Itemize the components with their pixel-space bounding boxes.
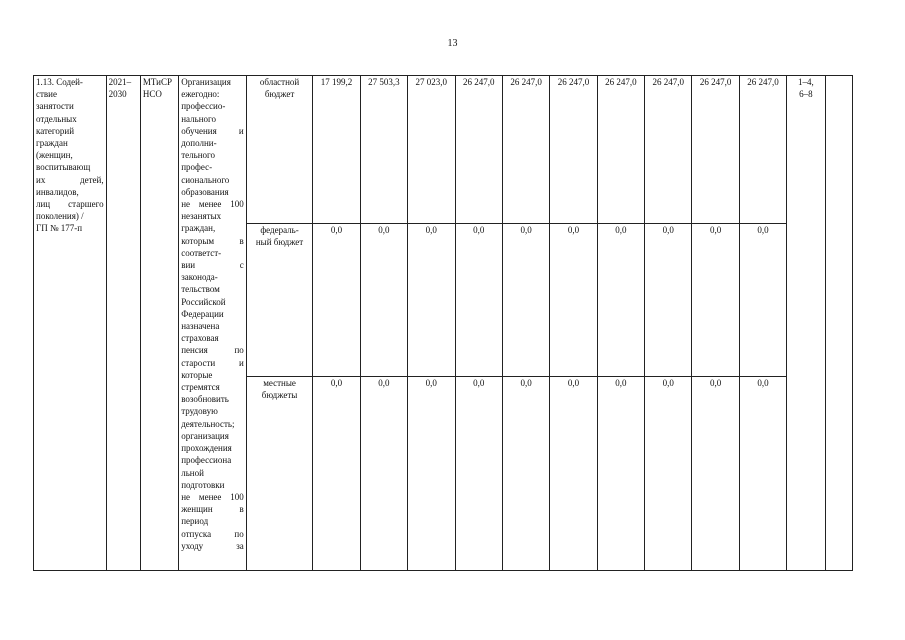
description-line: стремятся xyxy=(181,382,220,393)
description-line: не менее 100 xyxy=(181,199,244,210)
measure-code-line: поколения) / xyxy=(36,211,84,222)
description-line: страховая xyxy=(181,333,219,344)
description-line: граждан, xyxy=(181,223,216,234)
description-line: деятельность; xyxy=(181,418,235,429)
funding-source-line: бюджеты xyxy=(261,390,298,401)
value-cell: 0,0 xyxy=(550,224,597,377)
executor-line: МТиСР xyxy=(142,77,172,87)
funding-source-cell xyxy=(246,224,313,377)
measure-code-line: (женщин, xyxy=(36,150,73,161)
measure-code-line: отдельных xyxy=(36,113,77,124)
description-line: вии с xyxy=(181,260,244,271)
description-line: подготовки xyxy=(181,479,225,490)
description-line: ежегодно: xyxy=(181,89,220,100)
description-line: профессиона xyxy=(181,455,232,466)
measure-code-line: воспитывающ xyxy=(36,162,91,173)
value-cell: 17 199,2 xyxy=(313,76,360,224)
empty-last-cell xyxy=(825,76,852,571)
years-line: 2021– xyxy=(108,77,132,87)
description-line: обучения и xyxy=(181,125,244,136)
measure-code-line: категорий xyxy=(36,125,75,136)
measure-code-line: инвалидов, xyxy=(36,186,79,197)
measure-code-line: граждан xyxy=(36,138,68,149)
description-line: женщин в xyxy=(181,504,244,515)
value-cell: 0,0 xyxy=(692,224,739,377)
indicators-cell xyxy=(787,76,825,571)
value-cell: 0,0 xyxy=(360,377,407,571)
funding-row-regional xyxy=(34,76,853,224)
funding-source-cell xyxy=(246,76,313,224)
value-cell: 0,0 xyxy=(360,224,407,377)
description-line: льной xyxy=(181,467,204,478)
measure-code-line: ствие xyxy=(36,89,57,100)
description-line: организация xyxy=(181,430,229,441)
years-line: 2030 xyxy=(108,89,127,100)
funding-source-cell xyxy=(246,377,313,571)
funding-source-line: областной xyxy=(259,77,300,87)
description-line: уходу за xyxy=(181,540,244,551)
value-cell: 0,0 xyxy=(597,224,644,377)
funding-source-line: бюджет xyxy=(264,89,295,100)
description-line: прохождения xyxy=(181,443,232,454)
description-line: трудовую xyxy=(181,406,218,417)
value-cell: 0,0 xyxy=(408,224,455,377)
description-line: старости и xyxy=(181,357,244,368)
description-line: образования xyxy=(181,186,229,197)
value-cell: 0,0 xyxy=(502,377,549,571)
description-line: законода- xyxy=(181,272,218,283)
description-line: возобновить xyxy=(181,394,229,405)
value-cell: 0,0 xyxy=(455,224,502,377)
description-line: пенсия по xyxy=(181,345,244,356)
description-line: не менее 100 xyxy=(181,491,244,502)
description-line: незанятых xyxy=(181,211,222,222)
measure-code-line: их детей, xyxy=(36,174,104,185)
funding-source-line: ный бюджет xyxy=(255,237,304,248)
value-cell: 0,0 xyxy=(502,224,549,377)
description-line: отпуска по xyxy=(181,528,244,539)
description-line: профес- xyxy=(181,162,213,173)
indicators-line: 6–8 xyxy=(799,89,813,100)
description-line: тельством xyxy=(181,284,220,295)
funding-source-line: местные xyxy=(263,378,296,388)
value-cell: 0,0 xyxy=(455,377,502,571)
value-cell: 0,0 xyxy=(313,377,360,571)
value-cell: 26 247,0 xyxy=(502,76,549,224)
value-cell: 26 247,0 xyxy=(550,76,597,224)
program-table xyxy=(33,75,853,571)
description-line: Федерации xyxy=(181,308,224,319)
description-line: назначена xyxy=(181,321,220,332)
value-cell: 0,0 xyxy=(597,377,644,571)
description-line: период xyxy=(181,516,209,527)
measure-code-line: 1.13. Содей- xyxy=(36,77,83,87)
value-cell: 26 247,0 xyxy=(597,76,644,224)
value-cell: 0,0 xyxy=(550,377,597,571)
page-number: 13 xyxy=(447,38,458,49)
measure-code-cell xyxy=(34,76,107,571)
executor-line: НСО xyxy=(142,89,162,100)
description-line: сионального xyxy=(181,174,230,185)
description-line: которые xyxy=(181,369,213,380)
description-line: нального xyxy=(181,113,216,124)
measure-code-line: ГП № 177-п xyxy=(36,223,83,234)
value-cell: 0,0 xyxy=(645,224,692,377)
description-line: Российской xyxy=(181,296,226,307)
description-line: профессио- xyxy=(181,101,226,112)
value-cell: 0,0 xyxy=(692,377,739,571)
value-cell: 0,0 xyxy=(645,377,692,571)
description-line: соответст- xyxy=(181,247,222,258)
executor-cell xyxy=(140,76,178,571)
value-cell: 27 503,3 xyxy=(360,76,407,224)
value-cell: 26 247,0 xyxy=(645,76,692,224)
value-cell: 0,0 xyxy=(313,224,360,377)
funding-source-line: федераль- xyxy=(260,225,299,235)
indicators-line: 1–4, xyxy=(798,77,814,87)
measure-code-line: занятости xyxy=(36,101,74,112)
value-cell: 27 023,0 xyxy=(408,76,455,224)
value-cell: 0,0 xyxy=(739,224,786,377)
value-cell: 0,0 xyxy=(739,377,786,571)
description-line: дополни- xyxy=(181,138,217,149)
description-line: Организация xyxy=(181,77,231,87)
value-cell: 26 247,0 xyxy=(739,76,786,224)
description-line: тельного xyxy=(181,150,216,161)
value-cell: 26 247,0 xyxy=(692,76,739,224)
description-cell xyxy=(179,76,247,571)
years-cell xyxy=(106,76,140,571)
value-cell: 26 247,0 xyxy=(455,76,502,224)
measure-code-line: лиц старшего xyxy=(36,199,104,210)
description-line: которым в xyxy=(181,235,244,246)
value-cell: 0,0 xyxy=(408,377,455,571)
